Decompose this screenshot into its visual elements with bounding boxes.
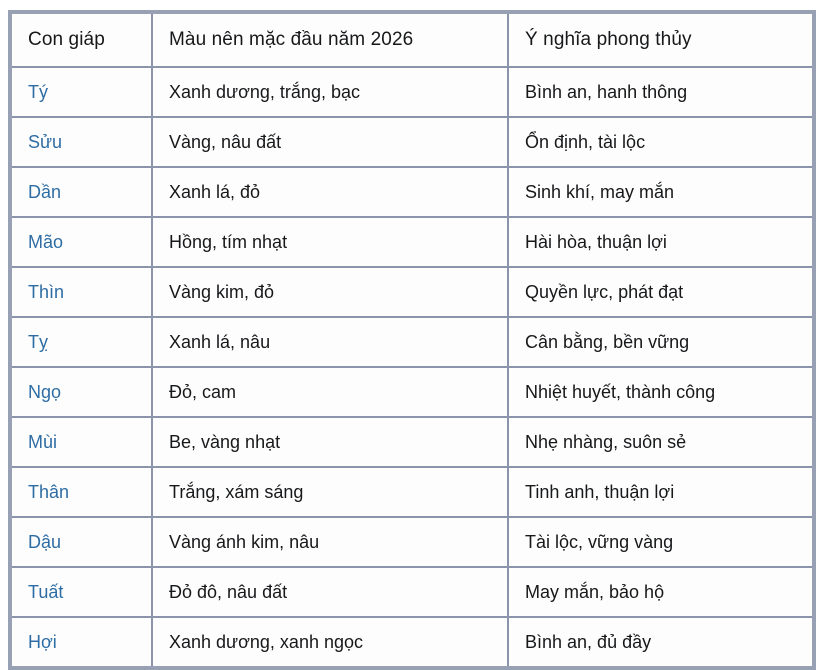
table-row bbox=[10, 167, 814, 217]
table-body bbox=[10, 67, 814, 668]
cell-zodiac: Thân bbox=[10, 467, 152, 517]
cell-zodiac: Thìn bbox=[10, 267, 152, 317]
column-header-meaning: Ý nghĩa phong thủy bbox=[508, 12, 814, 67]
cell-meaning: Nhẹ nhàng, suôn sẻ bbox=[508, 417, 814, 467]
cell-colors: Vàng ánh kim, nâu bbox=[152, 517, 508, 567]
cell-colors: Đỏ, cam bbox=[152, 367, 508, 417]
zodiac-color-table-container bbox=[8, 10, 816, 652]
cell-colors: Hồng, tím nhạt bbox=[152, 217, 508, 267]
table-row bbox=[10, 617, 814, 668]
cell-colors: Trắng, xám sáng bbox=[152, 467, 508, 517]
cell-meaning: Ổn định, tài lộc bbox=[508, 117, 814, 167]
column-header-colors: Màu nên mặc đầu năm 2026 bbox=[152, 12, 508, 67]
table-row bbox=[10, 517, 814, 567]
cell-meaning: Bình an, đủ đầy bbox=[508, 617, 814, 668]
cell-meaning: Tài lộc, vững vàng bbox=[508, 517, 814, 567]
cell-meaning: Bình an, hanh thông bbox=[508, 67, 814, 117]
column-header-zodiac: Con giáp bbox=[10, 12, 152, 67]
cell-colors: Be, vàng nhạt bbox=[152, 417, 508, 467]
table-header-row bbox=[10, 12, 814, 67]
cell-colors: Đỏ đô, nâu đất bbox=[152, 567, 508, 617]
cell-meaning: Hài hòa, thuận lợi bbox=[508, 217, 814, 267]
cell-colors: Xanh dương, xanh ngọc bbox=[152, 617, 508, 668]
cell-meaning: Tinh anh, thuận lợi bbox=[508, 467, 814, 517]
cell-meaning: May mắn, bảo hộ bbox=[508, 567, 814, 617]
table-row bbox=[10, 217, 814, 267]
table-row bbox=[10, 117, 814, 167]
cell-colors: Vàng kim, đỏ bbox=[152, 267, 508, 317]
cell-zodiac: Tý bbox=[10, 67, 152, 117]
cell-zodiac: Sửu bbox=[10, 117, 152, 167]
cell-meaning: Cân bằng, bền vững bbox=[508, 317, 814, 367]
cell-colors: Xanh dương, trắng, bạc bbox=[152, 67, 508, 117]
cell-zodiac: Dần bbox=[10, 167, 152, 217]
table-row bbox=[10, 317, 814, 367]
table-row bbox=[10, 467, 814, 517]
cell-zodiac: Tuất bbox=[10, 567, 152, 617]
table-row bbox=[10, 567, 814, 617]
table-row bbox=[10, 417, 814, 467]
cell-colors: Xanh lá, đỏ bbox=[152, 167, 508, 217]
cell-meaning: Nhiệt huyết, thành công bbox=[508, 367, 814, 417]
cell-colors: Vàng, nâu đất bbox=[152, 117, 508, 167]
cell-colors: Xanh lá, nâu bbox=[152, 317, 508, 367]
table-header bbox=[10, 12, 814, 67]
cell-zodiac: Ngọ bbox=[10, 367, 152, 417]
table-row bbox=[10, 267, 814, 317]
cell-zodiac: Mùi bbox=[10, 417, 152, 467]
cell-zodiac: Dậu bbox=[10, 517, 152, 567]
cell-zodiac: Hợi bbox=[10, 617, 152, 668]
cell-meaning: Quyền lực, phát đạt bbox=[508, 267, 814, 317]
cell-zodiac: Tỵ bbox=[10, 317, 152, 367]
cell-zodiac: Mão bbox=[10, 217, 152, 267]
zodiac-color-table bbox=[8, 10, 816, 670]
cell-meaning: Sinh khí, may mắn bbox=[508, 167, 814, 217]
table-row bbox=[10, 367, 814, 417]
table-row bbox=[10, 67, 814, 117]
